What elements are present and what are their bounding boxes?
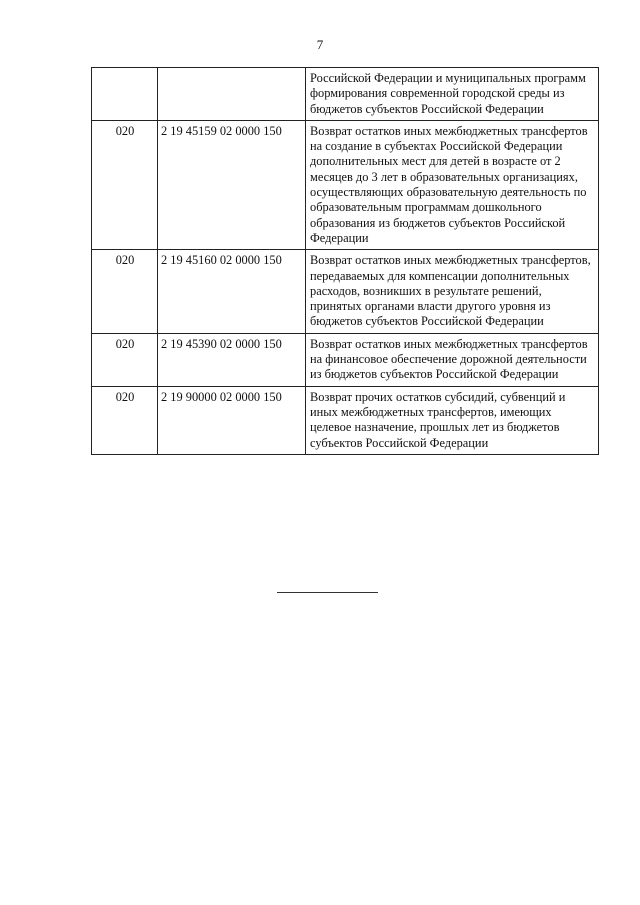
admin-code-cell: 020 bbox=[92, 120, 158, 249]
budget-classification-table bbox=[91, 67, 599, 455]
table-row bbox=[92, 333, 599, 386]
classification-code-cell: 2 19 45160 02 0000 150 bbox=[158, 250, 306, 333]
revenue-name-cell: Возврат остатков иных межбюджетных трансфертов на финансовое обеспечение дорожной деятельности из бюджетов субъектов Российской Федерации bbox=[306, 333, 599, 386]
revenue-name-cell: Российской Федерации и муниципальных программ формирования современной городской среды из бюджетов субъектов Российской Федерации bbox=[306, 68, 599, 121]
revenue-name-cell: Возврат остатков иных межбюджетных трансфертов, передаваемых для компенсации дополнительных расходов, возникших в результате решений, принятых органами власти другого уровня из бюджетов субъектов Российской Федерации bbox=[306, 250, 599, 333]
classification-code-cell: 2 19 45390 02 0000 150 bbox=[158, 333, 306, 386]
table-row bbox=[92, 250, 599, 333]
table-row bbox=[92, 68, 599, 121]
page-number: 7 bbox=[316, 37, 324, 52]
admin-code-cell: 020 bbox=[92, 250, 158, 333]
revenue-name-cell: Возврат остатков иных межбюджетных трансфертов на создание в субъектах Российской Федерации дополнительных мест для детей в возрасте от 2 месяцев до 3 лет в образовательных организациях, осуществляющих образовательную деятельность по образовательным программам дошкольного образования из бюджетов субъектов Российской Федерации bbox=[306, 120, 599, 249]
admin-code-cell: 020 bbox=[92, 386, 158, 454]
admin-code-cell: 020 bbox=[92, 333, 158, 386]
table-row bbox=[92, 386, 599, 454]
admin-code-cell bbox=[92, 68, 158, 121]
classification-code-cell: 2 19 45159 02 0000 150 bbox=[158, 120, 306, 249]
classification-code-cell bbox=[158, 68, 306, 121]
table-row bbox=[92, 120, 599, 249]
revenue-name-cell: Возврат прочих остатков субсидий, субвенций и иных межбюджетных трансфертов, имеющих целевое назначение, прошлых лет из бюджетов субъектов Российской Федерации bbox=[306, 386, 599, 454]
end-of-document-rule bbox=[277, 592, 378, 593]
classification-code-cell: 2 19 90000 02 0000 150 bbox=[158, 386, 306, 454]
